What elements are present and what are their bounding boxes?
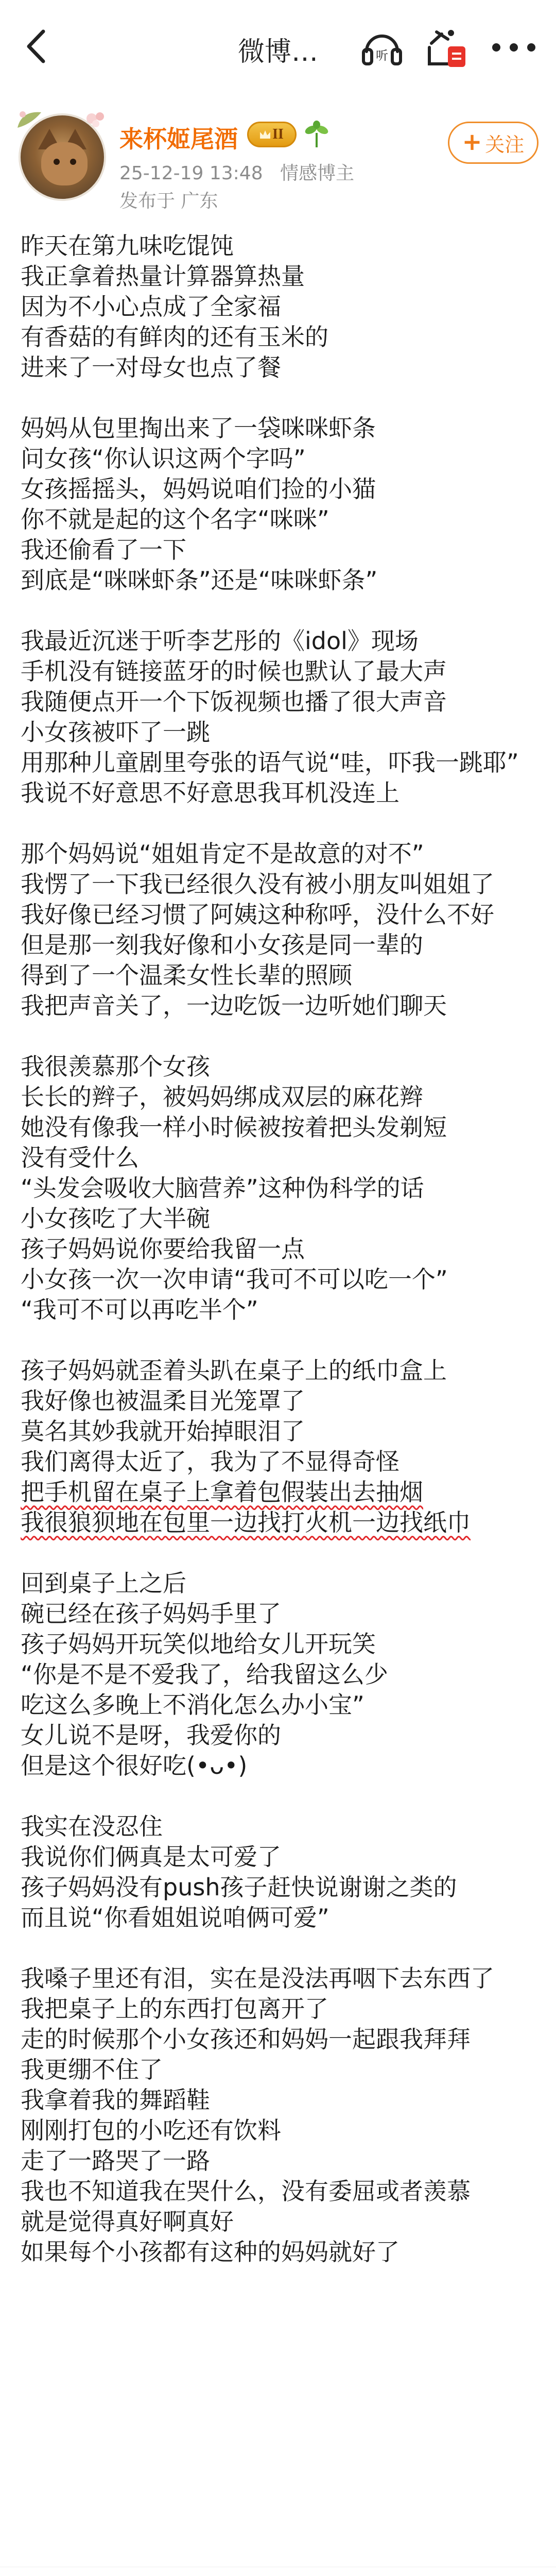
post-line: 我最近沉迷于听李艺彤的《idol》现场: [21, 627, 419, 655]
post-line: 没有受什么: [21, 1144, 139, 1172]
post-content: [21, 231, 541, 2267]
listen-label: 听: [376, 48, 388, 63]
more-button[interactable]: [489, 26, 538, 69]
more-icon-dot: [510, 43, 518, 52]
follow-label: 关注: [485, 133, 525, 156]
listen-icon: [360, 26, 404, 69]
post-line: 妈妈从包里掏出来了一袋咪咪虾条: [21, 414, 376, 442]
avatar-cat-face: [41, 142, 88, 185]
more-icon-dot: [527, 43, 535, 52]
post-line: 我好像也被温柔目光笼罩了: [21, 1387, 305, 1415]
paragraph-gap: [21, 1933, 541, 1963]
post-line: 用那种儿童剧里夸张的语气说“哇，吓我一跳耶”: [21, 749, 519, 776]
post-line: 手机没有链接蓝牙的时候也默认了最大声: [21, 657, 447, 685]
post-location: 发布于 广东: [119, 191, 218, 212]
post-line: 女孩摇摇头，妈妈说咱们捡的小猫: [21, 475, 376, 503]
post-line: 回到桌子上之后: [21, 1569, 186, 1597]
paragraph-gap: [21, 596, 541, 626]
crown-icon: [260, 130, 270, 139]
post-line: 莫名其妙我就开始掉眼泪了: [21, 1417, 305, 1445]
gift-button[interactable]: [421, 23, 468, 70]
post-line: 孩子妈妈说你要给我留一点: [21, 1235, 305, 1263]
post-line: 你不就是起的这个名字“咪咪”: [21, 505, 329, 533]
post-line: 我们离得太近了，我为了不显得奇怪: [21, 1448, 399, 1476]
post-line: 孩子妈妈开玩笑似地给女儿开玩笑: [21, 1630, 376, 1658]
post-line: 她没有像我一样小时候被按着把头发剃短: [21, 1113, 447, 1141]
post-line: 进来了一对母女也点了餐: [21, 353, 281, 381]
post-line: 我还偷看了一下: [21, 536, 186, 564]
post-line: 小女孩被吓了一跳: [21, 718, 210, 746]
nav-title: 微博…: [237, 37, 318, 67]
post-line: 我很狼狈地在包里一边找打火机一边找纸巾: [21, 1509, 471, 1536]
post-line: 就是觉得真好啊真好: [21, 2208, 234, 2235]
post-line: 我很羡慕那个女孩: [21, 1053, 210, 1080]
post-line: 我正拿着热量计算器算热量: [21, 262, 305, 290]
post-line: 我拿着我的舞蹈鞋: [21, 2086, 210, 2114]
post-line: 因为不小心点成了全家福: [21, 293, 281, 320]
post-line: 走了一路哭了一路: [21, 2147, 210, 2175]
post-line: 那个妈妈说“姐姐肯定不是故意的对不”: [21, 840, 424, 868]
post-line: “你是不是不爱我了，给我留这么少: [21, 1660, 388, 1688]
gift-icon: [421, 23, 468, 70]
level-badge[interactable]: [247, 122, 297, 147]
avatar-frame-flower-icon: [81, 109, 109, 130]
post-line: 我把声音关了，一边吃饭一边听她们聊天: [21, 992, 447, 1020]
post-line: 小女孩一次一次申请“我可不可以吃一个”: [21, 1265, 448, 1293]
post-line: 我随便点开一个下饭视频也播了很大声音: [21, 688, 447, 716]
post-date: 25-12-19 13:48: [119, 163, 263, 184]
paragraph-gap: [21, 1538, 541, 1568]
post-line: 长长的辫子，被妈妈绑成双层的麻花辫: [21, 1083, 423, 1111]
post-line: 如果每个小孩都有这种的妈妈就好了: [21, 2238, 399, 2266]
level-value: II: [272, 126, 284, 142]
post-line: 我把桌子上的东西打包离开了: [21, 1995, 328, 2023]
post-line: 孩子妈妈没有push孩子赶快说谢谢之类的: [21, 1873, 457, 1901]
post-line: 昨天在第九味吃馄饨: [21, 232, 234, 260]
avatar-frame-leaf-icon: [15, 109, 43, 130]
post-line: “我可不可以再吃半个”: [21, 1296, 258, 1324]
post-line: 我愣了一下我已经很久没有被小朋友叫姐姐了: [21, 870, 494, 898]
post-line: 但是那一刻我好像和小女孩是同一辈的: [21, 931, 423, 959]
author-tag: 情感博主: [280, 163, 355, 184]
follow-button[interactable]: [448, 122, 538, 164]
post-line: 但是这个很好吃(•ᴗ•): [21, 1752, 248, 1780]
more-icon: [492, 43, 500, 52]
listen-button[interactable]: [360, 26, 404, 69]
post-line: 走的时候那个小女孩还和妈妈一起跟我拜拜: [21, 2025, 471, 2053]
author-name[interactable]: 来杯姬尾酒: [119, 125, 238, 153]
paragraph-gap: [21, 1781, 541, 1811]
post-line: 我嗓子里还有泪，实在是没法再咽下去东西了: [21, 1964, 494, 1992]
post-line: 我好像已经习惯了阿姨这种称呼，没什么不好: [21, 901, 494, 928]
post-line: 我更绷不住了: [21, 2056, 163, 2083]
paragraph-gap: [21, 383, 541, 413]
paragraph-gap: [21, 1325, 541, 1355]
post-line: 得到了一个温柔女性长辈的照顾: [21, 961, 352, 989]
post-meta: [119, 159, 366, 185]
post-line: 孩子妈妈就歪着头趴在桌子上的纸巾盒上: [21, 1357, 447, 1384]
post-line: 我也不知道我在哭什么，没有委屈或者羡慕: [21, 2177, 471, 2205]
top-nav-bar: [0, 0, 556, 98]
avatar[interactable]: [19, 113, 106, 201]
post-line: 问女孩“你认识这两个字吗”: [21, 445, 306, 472]
post-line: 小女孩吃了大半碗: [21, 1205, 210, 1232]
paragraph-gap: [21, 1021, 541, 1052]
avatar-cat-eye: [54, 159, 60, 165]
post-line: 把手机留在桌子上拿着包假装出去抽烟: [21, 1478, 423, 1506]
paragraph-gap: [21, 808, 541, 839]
post-line: 吃这么多晚上不消化怎么办小宝”: [21, 1691, 364, 1719]
post-line: 有香菇的有鲜肉的还有玉米的: [21, 323, 328, 351]
avatar-cat-eye: [70, 159, 76, 165]
post-line: 我说不好意思不好意思我耳机没连上: [21, 779, 399, 807]
post-line: 我说你们俩真是太可爱了: [21, 1843, 281, 1871]
plant-icon: [304, 121, 329, 148]
author-header: [0, 98, 556, 227]
plus-icon: +: [462, 128, 482, 156]
post-line: 而且说“你看姐姐说咱俩可爱”: [21, 1904, 329, 1931]
post-line: 我实在没忍住: [21, 1812, 163, 1840]
post-line: 刚刚打包的小吃还有饮料: [21, 2116, 281, 2144]
post-line: 到底是“咪咪虾条”还是“味咪虾条”: [21, 566, 378, 594]
post-line: 女儿说不是呀，我爱你的: [21, 1721, 281, 1749]
post-line: “头发会吸收大脑营养”这种伪科学的话: [21, 1174, 424, 1202]
post-line: 碗已经在孩子妈妈手里了: [21, 1600, 281, 1628]
